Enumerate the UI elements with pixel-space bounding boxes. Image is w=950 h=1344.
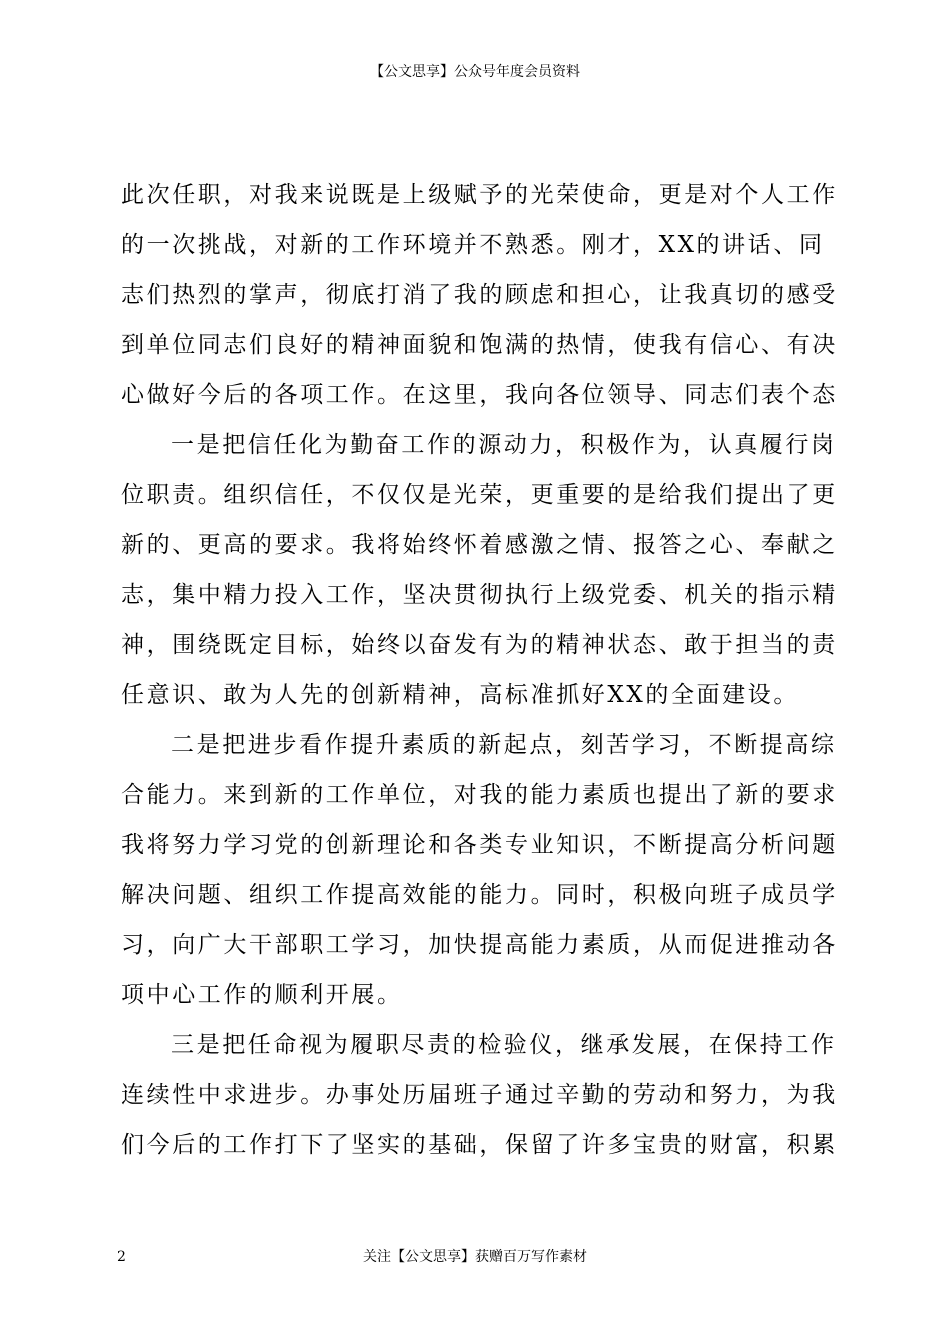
text-line: 们今后的工作打下了坚实的基础，保留了许多宝贵的财富，积累: [121, 1132, 838, 1158]
text-line: 二是把进步看作提升素质的新起点，刻苦学习，不断提高综: [171, 732, 837, 758]
page-header: [0, 62, 950, 82]
text-line: 解决问题、组织工作提高效能的能力。同时，积极向班子成员学: [121, 882, 838, 908]
text-line: 位职责。组织信任，不仅仅是光荣，更重要的是给我们提出了更: [121, 482, 838, 508]
text-line: 我将努力学习党的创新理论和各类专业知识，不断提高分析问题: [121, 832, 838, 858]
text-line: 三是把任命视为履职尽责的检验仪，继承发展，在保持工作: [171, 1032, 837, 1058]
text-line: 习，向广大干部职工学习，加快提高能力素质，从而促进推动各: [121, 932, 838, 958]
paragraph-2: [121, 420, 838, 720]
page-number: 2: [117, 1249, 126, 1265]
footer-text: 关注【公文思享】获赠百万写作素材: [363, 1249, 587, 1265]
text-line: 此次任职，对我来说既是上级赋予的光荣使命，更是对个人工作: [121, 182, 838, 208]
text-line: 志，集中精力投入工作，坚决贯彻执行上级党委、机关的指示精: [121, 582, 838, 608]
page-footer: [0, 1246, 950, 1268]
text-line: 一是把信任化为勤奋工作的源动力，积极作为，认真履行岗: [171, 432, 837, 458]
text-line: 心做好今后的各项工作。在这里，我向各位领导、同志们表个态: [121, 382, 838, 408]
text-line: 项中心工作的顺利开展。: [121, 982, 403, 1008]
text-line: 连续性中求进步。办事处历届班子通过辛勤的劳动和努力，为我: [121, 1082, 838, 1108]
text-line: 的一次挑战，对新的工作环境并不熟悉。刚才，XX的讲话、同: [121, 232, 825, 258]
header-text: 【公文思享】公众号年度会员资料: [370, 64, 580, 80]
text-line: 志们热烈的掌声，彻底打消了我的顾虑和担心，让我真切的感受: [121, 282, 838, 308]
text-line: 到单位同志们良好的精神面貌和饱满的热情，使我有信心、有决: [121, 332, 838, 358]
text-line: 神，围绕既定目标，始终以奋发有为的精神状态、敢于担当的责: [121, 632, 838, 658]
paragraph-1: [121, 170, 838, 420]
text-line: 新的、更高的要求。我将始终怀着感激之情、报答之心、奉献之: [121, 532, 838, 558]
text-line: 任意识、敢为人先的创新精神，高标准抓好XX的全面建设。: [121, 682, 799, 708]
text-line: 合能力。来到新的工作单位，对我的能力素质也提出了新的要求: [121, 782, 838, 808]
paragraph-3: [121, 720, 838, 1020]
paragraph-4: [121, 1020, 838, 1170]
document-body: [121, 170, 838, 1170]
